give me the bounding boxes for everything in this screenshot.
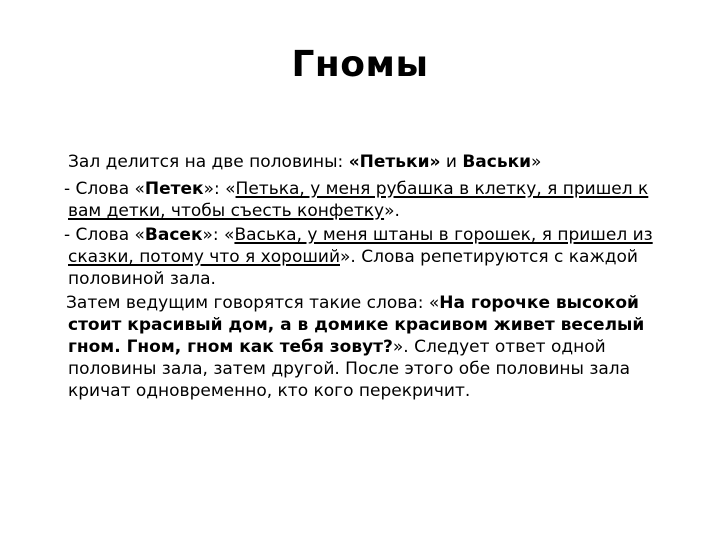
text-run: »: « bbox=[203, 179, 236, 199]
underlined-quote: Васька, у меня штаны в горошек, я пришел из bbox=[234, 225, 653, 245]
underlined-quote: вам детки, чтобы съесть конфетку bbox=[68, 201, 385, 221]
text-line bbox=[66, 292, 671, 314]
bold-rhyme: На горочке высокой bbox=[439, 293, 639, 313]
text-line bbox=[66, 380, 671, 402]
underlined-quote: сказки, потому что я хороший bbox=[68, 247, 340, 267]
text-line bbox=[66, 314, 671, 336]
bold-rhyme: стоит красивый дом, а в домике красивом живет веселый bbox=[68, 315, 645, 335]
paragraph-halves bbox=[68, 151, 673, 173]
underlined-quote: Петька, у меня рубашка в клетку, я пришел к bbox=[235, 179, 649, 199]
text-run: половиной зала. bbox=[68, 269, 216, 289]
text-line bbox=[64, 200, 669, 222]
text-line bbox=[64, 224, 669, 246]
text-run: ». Слова репетируются с каждой bbox=[340, 247, 638, 267]
bold-rhyme: гном. Гном, гном как тебя зовут? bbox=[68, 337, 393, 357]
text-run: » bbox=[531, 152, 542, 172]
text-line bbox=[66, 358, 671, 380]
text-run: »: « bbox=[202, 225, 235, 245]
text-run: кричат одновременно, кто кого перекричит. bbox=[68, 381, 471, 401]
bold-text-petki: «Петьки» bbox=[348, 152, 441, 172]
text-run: половины зала, затем другой. После этого обе половины зала bbox=[68, 359, 631, 379]
text-line bbox=[68, 151, 673, 173]
text-run: ». Следует ответ одной bbox=[392, 337, 606, 357]
text-run: - Слова « bbox=[64, 225, 145, 245]
text-line bbox=[64, 268, 669, 290]
text-run: ». bbox=[384, 201, 400, 221]
paragraph-petek bbox=[64, 178, 669, 222]
paragraph-host-words bbox=[66, 292, 671, 402]
text-line bbox=[64, 246, 669, 268]
paragraph-vasek bbox=[64, 224, 669, 290]
text-line bbox=[64, 178, 669, 200]
bold-text-petek: Петек bbox=[144, 179, 204, 199]
text-line bbox=[66, 336, 671, 358]
text-run: и bbox=[440, 152, 463, 172]
text-run: Зал делится на две половины: bbox=[68, 152, 349, 172]
slide-title: Гномы bbox=[291, 44, 429, 85]
bold-text-vaski: Васьки bbox=[462, 152, 532, 172]
bold-text-vasek: Васек bbox=[144, 225, 203, 245]
text-run: - Слова « bbox=[64, 179, 145, 199]
text-run: Затем ведущим говорятся такие слова: « bbox=[66, 293, 440, 313]
